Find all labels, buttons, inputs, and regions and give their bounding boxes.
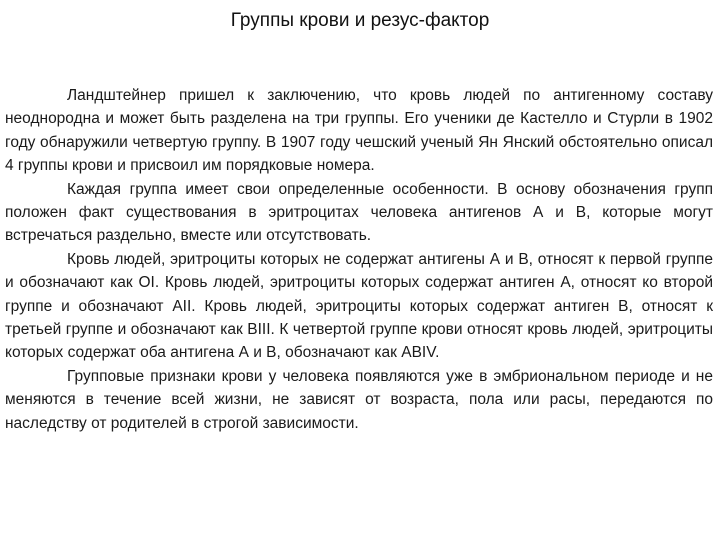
paragraph-landsteiner: Ландштейнер пришел к заключению, что кровь людей по антигенному составу неоднородна и может быть разделена на три группы. Его ученики де Кастелло и Стурли в 1902 году обнаружили четвертую группу. В 1907 году чешский ученый Ян Янский обстоятельно описал 4 группы крови и присвоил им порядковые номера. xyxy=(5,87,713,175)
paragraph-inheritance: Групповые признаки крови у человека появляются уже в эмбриональном периоде и не меняются в течение всей жизни, не зависят от возраста, пола или расы, передаются по наследству от родителей в строгой зависимости. xyxy=(5,367,713,432)
paragraph-group-definitions: Кровь людей, эритроциты которых не содержат антигены А и В, относят к первой группе и обозначают как OI. Кровь людей, эритроциты которых содержат антиген А, относят ко второй группе и обозначают AII. Кровь людей, эритроциты которых содержат антиген В, относят к третьей группе и обозначают как BIII. К четвертой группе крови относят кровь людей, эритроциты которых содержат оба антигена А и В, обозначают как ABIV. xyxy=(5,250,713,362)
paragraph-group-features: Каждая группа имеет свои определенные особенности. В основу обозначения групп положен факт существования в эритроцитах человека антигенов А и В, которые могут встречаться раздельно, вместе или отсутствовать. xyxy=(5,180,713,245)
body-text xyxy=(5,84,713,435)
page-title: Группы крови и резус-фактор xyxy=(230,10,490,31)
